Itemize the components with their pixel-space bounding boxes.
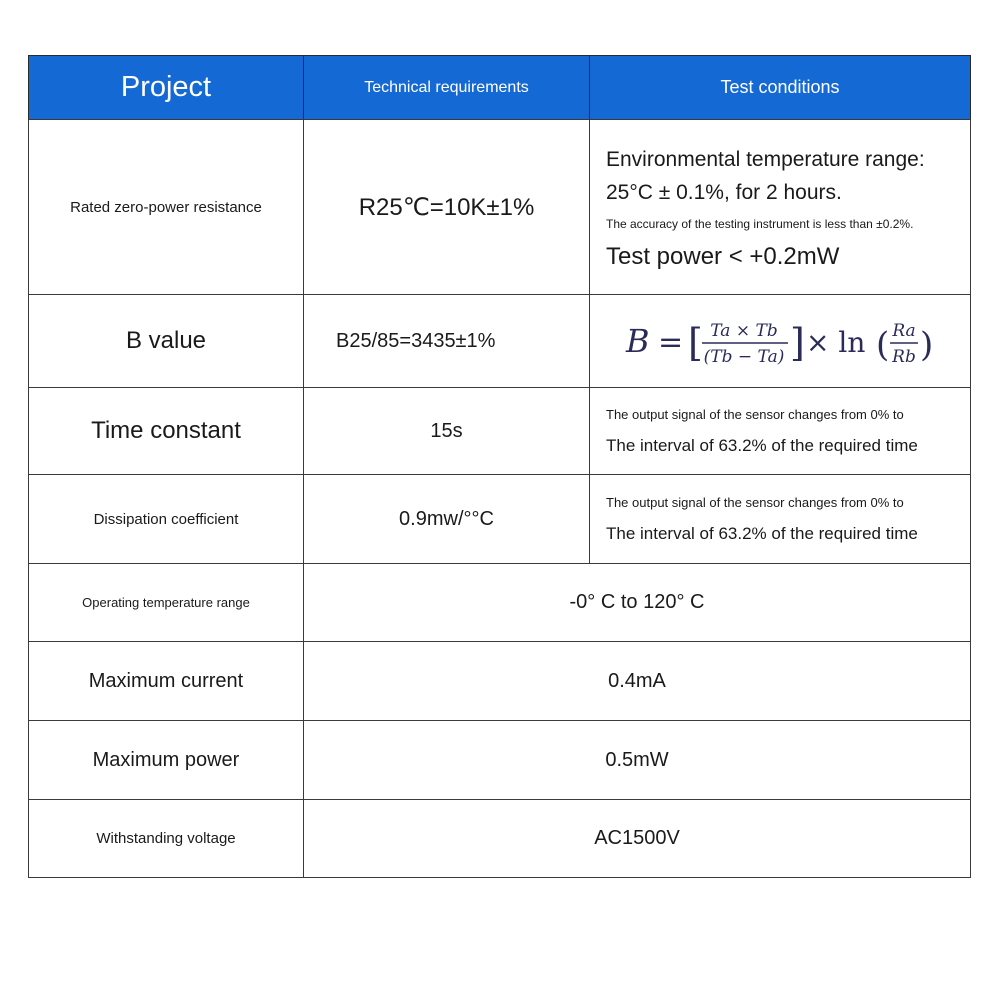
formula-equals: = (658, 325, 684, 360)
formula-denominator: (Tb − Ta) (703, 347, 785, 367)
formula-ratio-denominator: Rb (892, 347, 916, 367)
b-value-formula (589, 294, 971, 388)
row-value-maximum-power: 0.5mW (303, 720, 971, 800)
environment-condition: Environmental temperature range: 25°C ± 0.1%, for 2 hours. (606, 148, 925, 204)
formula-bracket-left: [ (688, 321, 703, 365)
test-power-condition: Test power < +0.2mW (606, 243, 840, 270)
row-requirement-b-value: B25/85=3435±1% (303, 294, 590, 388)
header-technical-requirements: Technical requirements (303, 55, 590, 120)
row-conditions-time-constant (589, 387, 971, 475)
row-project-rated-resistance: Rated zero-power resistance (28, 119, 304, 295)
row-conditions-dissipation (589, 474, 971, 564)
formula-ratio-numerator: Ra (892, 321, 916, 341)
formula-bracket-right: ] (790, 321, 805, 365)
formula-lhs: B (626, 322, 650, 360)
accuracy-condition: The accuracy of the testing instrument is less than ±0.2%. (606, 217, 914, 231)
condition-line-2: The interval of 63.2% of the required time (606, 523, 918, 543)
row-project-dissipation: Dissipation coefficient (28, 474, 304, 564)
row-requirement-rated-resistance: R25℃=10K±1% (303, 119, 590, 295)
spec-table (28, 55, 971, 878)
row-project-b-value: B value (28, 294, 304, 388)
row-project-maximum-power: Maximum power (28, 720, 304, 800)
row-value-operating-temperature: -0° C to 120° C (303, 563, 971, 642)
formula-paren-right: ) (920, 325, 934, 365)
formula-paren-left: ( (876, 325, 890, 365)
formula-numerator: Ta × Tb (710, 321, 778, 341)
row-project-time-constant: Time constant (28, 387, 304, 475)
condition-line-1: The output signal of the sensor changes from 0% to (606, 406, 904, 422)
row-requirement-dissipation: 0.9mw/°°C (303, 474, 590, 564)
formula-graphic (620, 306, 940, 376)
formula-times-ln: × ln (806, 326, 866, 359)
row-conditions-rated-resistance (589, 119, 971, 295)
row-project-withstanding-voltage: Withstanding voltage (28, 799, 304, 878)
row-value-withstanding-voltage: AC1500V (303, 799, 971, 878)
header-test-conditions: Test conditions (589, 55, 971, 120)
condition-line-1: The output signal of the sensor changes from 0% to (606, 494, 904, 510)
header-project: Project (28, 55, 304, 120)
condition-line-2: The interval of 63.2% of the required time (606, 435, 918, 455)
row-requirement-time-constant: 15s (303, 387, 590, 475)
row-project-maximum-current: Maximum current (28, 641, 304, 721)
row-project-operating-temperature: Operating temperature range (28, 563, 304, 642)
row-value-maximum-current: 0.4mA (303, 641, 971, 721)
